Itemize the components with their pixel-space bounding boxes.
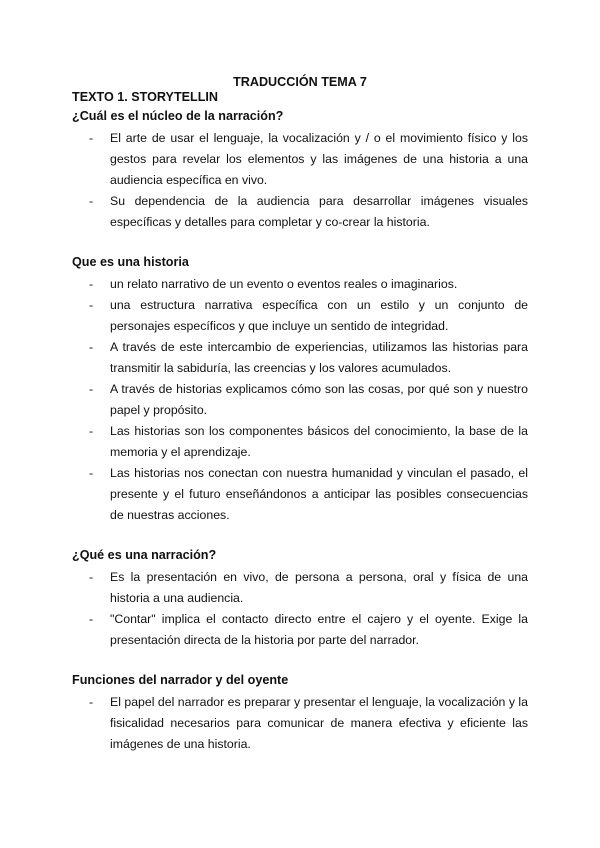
list-item-text: El arte de usar el lenguaje, la vocalización y / o el movimiento físico y los gestos para revelar los elementos y las imágenes de una historia a una audiencia específica en vivo.: [110, 131, 528, 187]
list-item-text: "Contar" implica el contacto directo entre el cajero y el oyente. Exige la presentación directa de la historia por parte del narrador.: [110, 612, 528, 647]
list-item: [72, 421, 528, 463]
bullet-list: [72, 128, 528, 233]
bullet-dash: -: [89, 695, 94, 709]
list-item: [72, 295, 528, 337]
section-nucleo: [72, 108, 528, 233]
bullet-list: [72, 567, 528, 651]
bullet-dash: -: [89, 340, 94, 354]
list-item-text: El papel del narrador es preparar y presentar el lenguaje, la vocalización y la fisicalidad necesarios para comunicar de manera efectiva y eficiente las imágenes de una historia.: [110, 695, 528, 751]
list-item: [72, 191, 528, 233]
section-heading: ¿Cuál es el núcleo de la narración?: [72, 109, 284, 123]
bullet-list: [72, 692, 528, 755]
section-heading: ¿Qué es una narración?: [72, 548, 217, 562]
bullet-list: [72, 274, 528, 526]
list-item-text: A través de historias explicamos cómo son las cosas, por qué son y nuestro papel y propósito.: [110, 382, 528, 417]
text-subtitle: TEXTO 1. STORYTELLIN: [72, 90, 219, 104]
list-item-text: Es la presentación en vivo, de persona a persona, oral y física de una historia a una audiencia.: [110, 570, 528, 605]
section-historia: [72, 254, 528, 526]
list-item: [72, 609, 528, 651]
list-item: [72, 692, 528, 755]
list-item-text: una estructura narrativa específica con un estilo y un conjunto de personajes específicos y que incluye un sentido de integridad.: [110, 298, 528, 333]
section-narracion: [72, 547, 528, 651]
bullet-dash: -: [89, 131, 94, 145]
list-item: [72, 463, 528, 526]
list-item: [72, 337, 528, 379]
section-heading: Que es una historia: [72, 255, 189, 269]
bullet-dash: -: [89, 194, 94, 208]
bullet-dash: -: [89, 298, 94, 312]
document-title: TRADUCCIÓN TEMA 7: [233, 75, 367, 89]
list-item: [72, 128, 528, 191]
bullet-dash: -: [89, 612, 94, 626]
list-item: [72, 567, 528, 609]
document-body: [72, 89, 528, 755]
bullet-dash: -: [89, 466, 94, 480]
list-item-text: A través de este intercambio de experiencias, utilizamos las historias para transmitir la sabiduría, las creencias y los valores acumulados.: [110, 340, 528, 375]
list-item: [72, 379, 528, 421]
bullet-dash: -: [89, 424, 94, 438]
list-item-text: Las historias son los componentes básicos del conocimiento, la base de la memoria y el aprendizaje.: [110, 424, 528, 459]
bullet-dash: -: [89, 382, 94, 396]
section-heading: Funciones del narrador y del oyente: [72, 673, 289, 687]
bullet-dash: -: [89, 277, 94, 291]
list-item-text: Las historias nos conectan con nuestra humanidad y vinculan el pasado, el presente y el futuro enseñándonos a anticipar las posibles consecuencias de nuestras acciones.: [110, 466, 528, 522]
list-item-text: Su dependencia de la audiencia para desarrollar imágenes visuales específicas y detalles para completar y co-crear la historia.: [110, 194, 528, 229]
section-funciones: [72, 672, 528, 755]
list-item-text: un relato narrativo de un evento o eventos reales o imaginarios.: [110, 277, 458, 291]
list-item: [72, 274, 528, 295]
bullet-dash: -: [89, 570, 94, 584]
